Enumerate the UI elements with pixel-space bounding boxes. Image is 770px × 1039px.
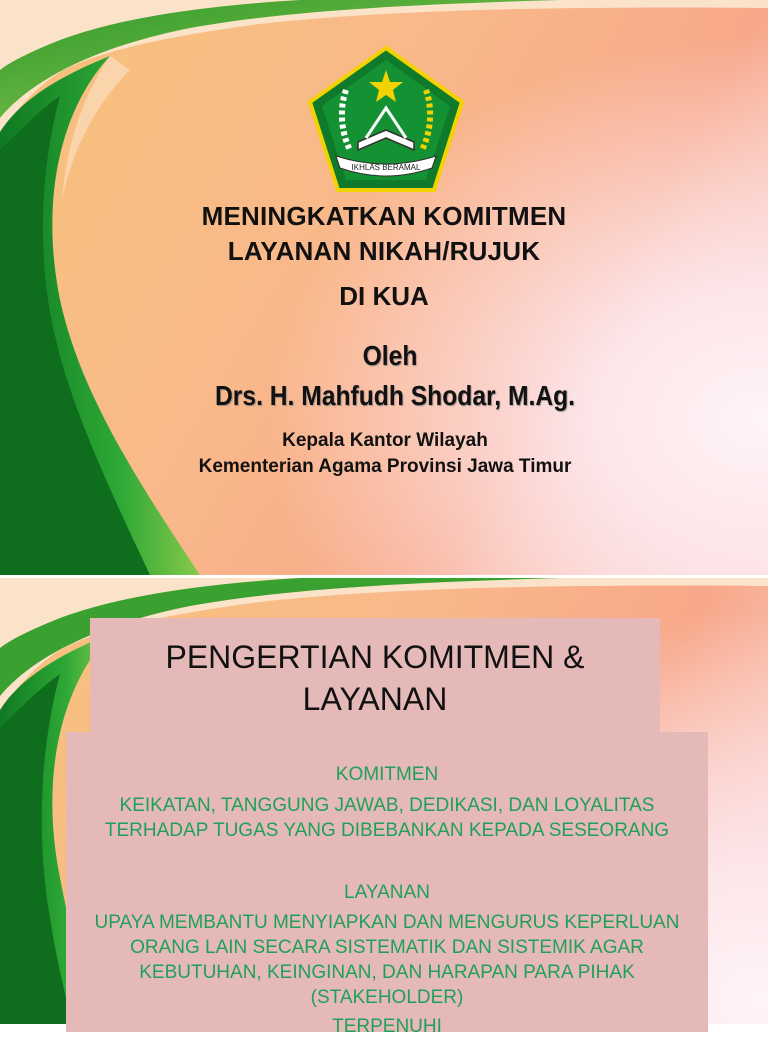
speaker-position-line-1: Kepala Kantor Wilayah (282, 430, 488, 451)
slide-title-line-2: LAYANAN NIKAH/RUJUK (227, 236, 541, 266)
definition-slide (0, 578, 768, 1037)
slide-title-line-3: DI KUA (339, 281, 429, 311)
speaker-position-line-2: Kementerian Agama Provinsi Jawa Timur (198, 456, 572, 477)
kemenag-emblem (306, 46, 466, 192)
emblem-motto: IKHLAS BERAMAL (351, 163, 421, 172)
slide-title-line-1: MENINGKATKAN KOMITMEN (201, 201, 567, 231)
definition-komitmen-line-2: TERHADAP TUGAS YANG DIBEBANKAN KEPADA SESEORANG (104, 820, 670, 841)
term-layanan: LAYANAN (344, 882, 430, 903)
definition-layanan-line-1: UPAYA MEMBANTU MENYIAPKAN DAN MENGURUS KEPERLUAN (94, 912, 680, 933)
definition-layanan-line-4: (STAKEHOLDER) (310, 987, 464, 1008)
definition-layanan-line-2: ORANG LAIN SECARA SISTEMATIK DAN SISTEMIK AGAR (130, 937, 644, 958)
by-label: Oleh (362, 340, 418, 371)
term-komitmen: KOMITMEN (335, 764, 439, 785)
slide-heading (90, 636, 660, 720)
definition-layanan-line-3: KEBUTUHAN, KEINGINAN, DAN HARAPAN PARA PIHAK (139, 962, 635, 983)
definition-komitmen-line-1: KEIKATAN, TANGGUNG JAWAB, DEDIKASI, DAN LOYALITAS (119, 795, 655, 816)
definition-layanan-line-5: TERPENUHI (332, 1016, 442, 1037)
slide-heading-line-2: LAYANAN (302, 681, 448, 717)
speaker-name: Drs. H. Mahfudh Shodar, M.Ag. (214, 380, 576, 411)
slide-heading-line-1: PENGERTIAN KOMITMEN & (165, 639, 585, 675)
